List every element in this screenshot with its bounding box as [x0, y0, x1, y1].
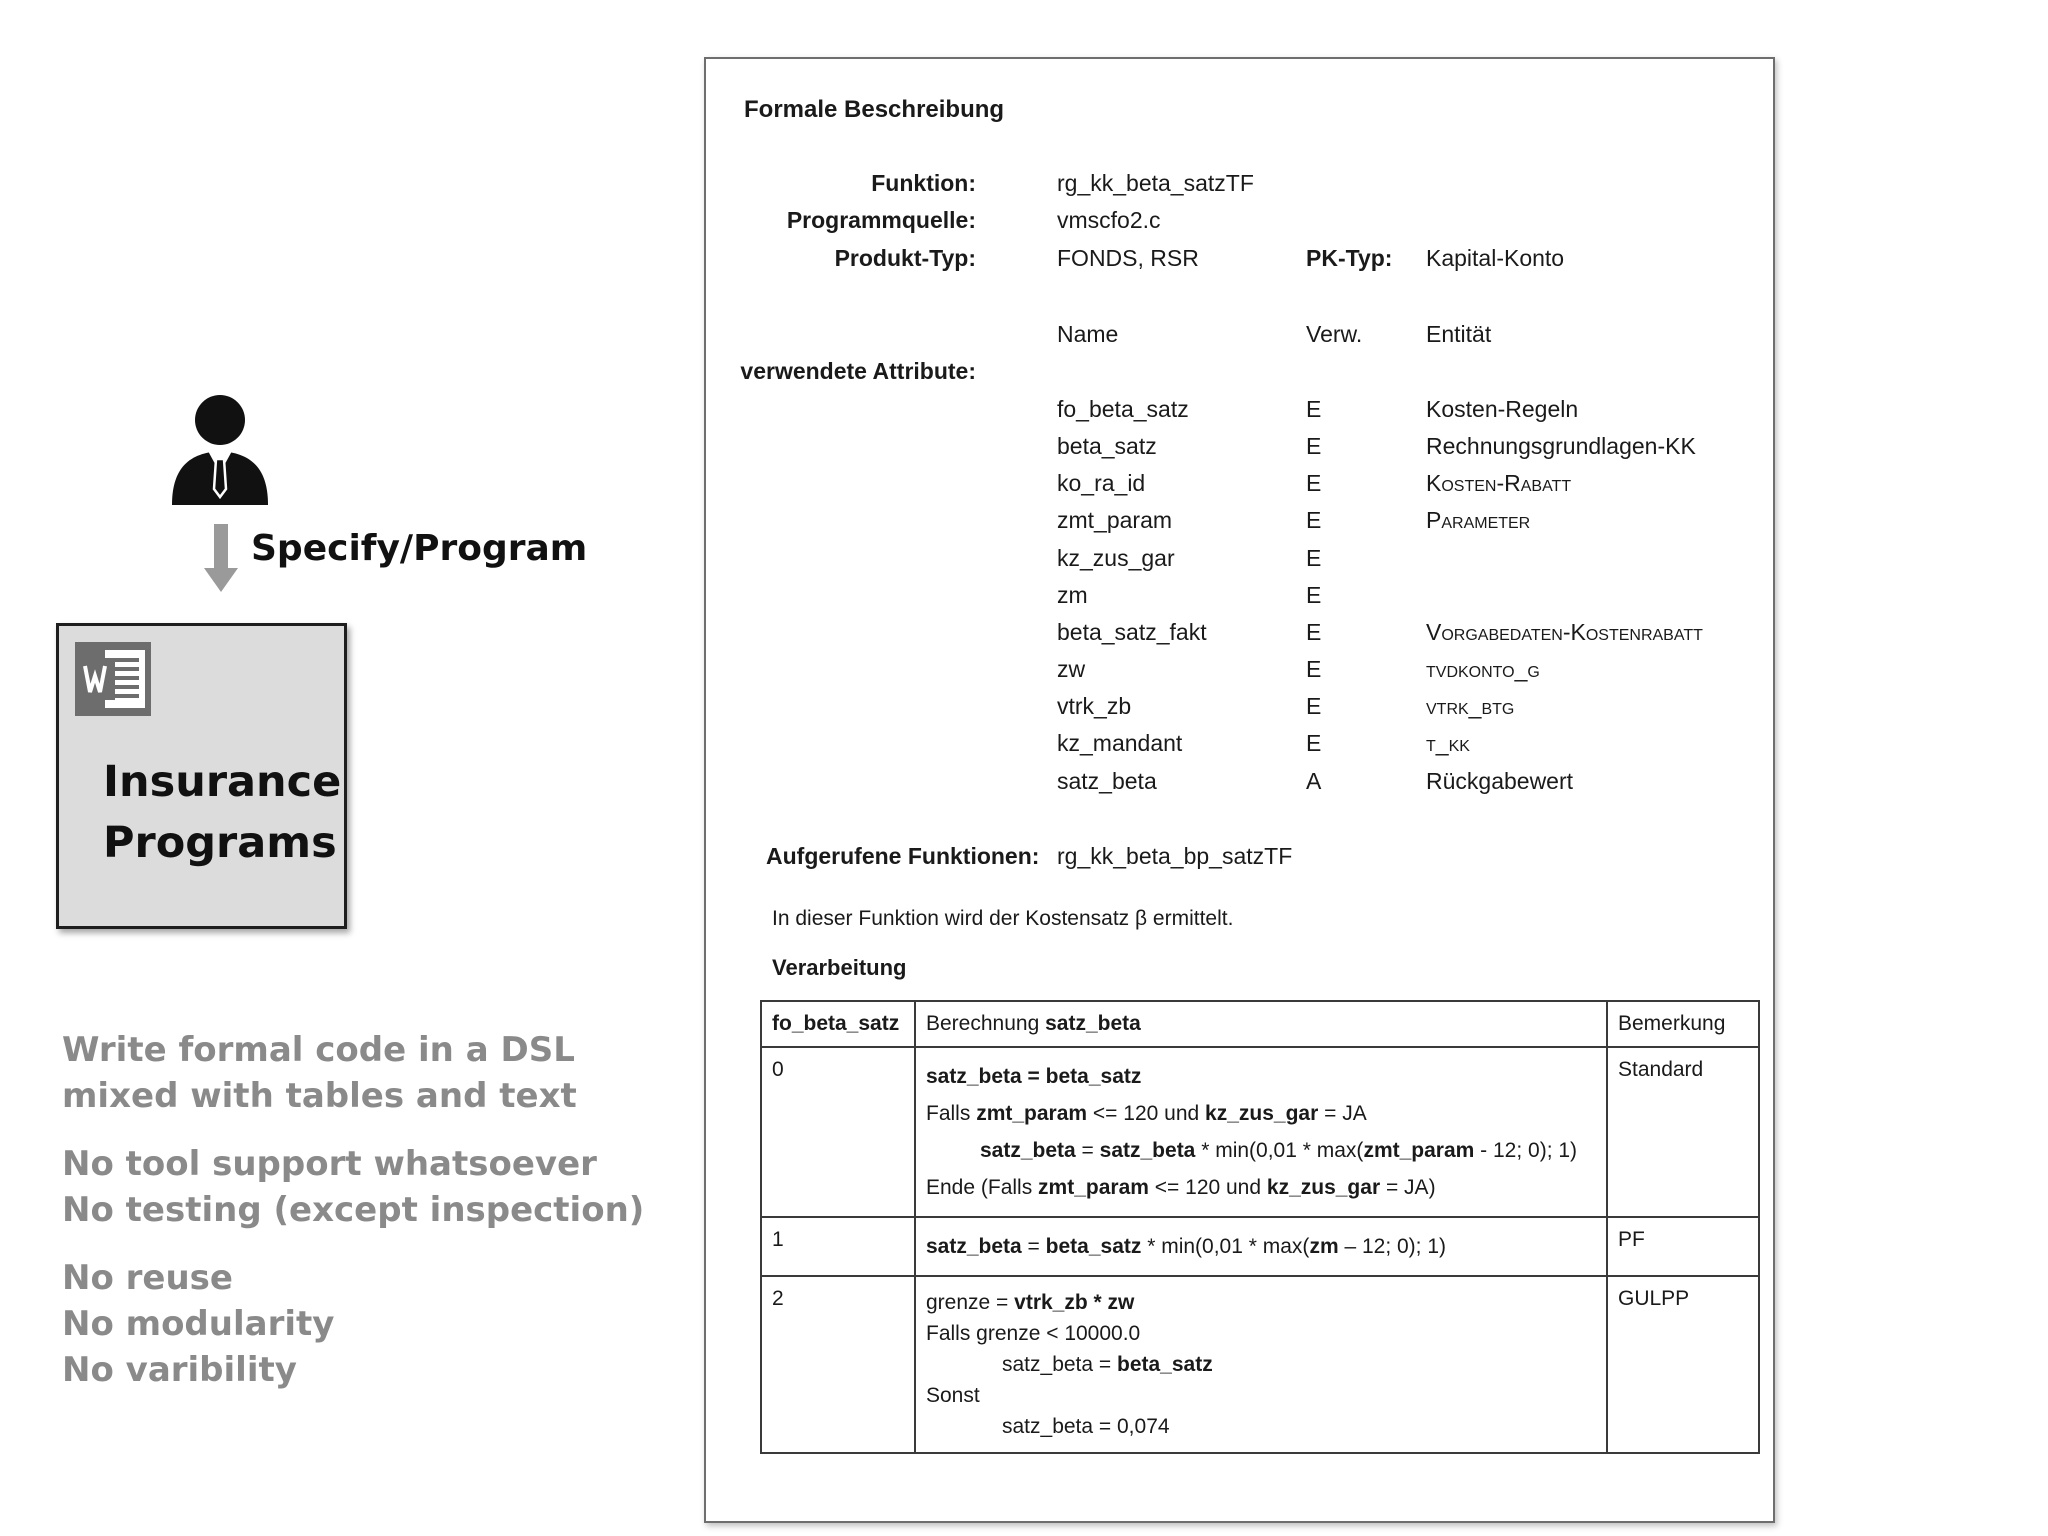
attr-verw: E — [1306, 730, 1322, 756]
pk-label: PK-Typ: — [1306, 245, 1393, 271]
attr-entity: Vorgabedaten-Kostenrabatt — [1426, 619, 1703, 645]
attr-verw: E — [1306, 656, 1322, 682]
attr-verw: E — [1306, 693, 1322, 719]
table-header-row — [761, 1001, 1759, 1047]
table-row — [761, 1217, 1759, 1276]
attr-name: kz_mandant — [1057, 730, 1183, 756]
attr-name: zm — [1057, 582, 1088, 608]
formula-line: Sonst — [926, 1384, 980, 1407]
note-group — [62, 1027, 622, 1119]
attr-name: beta_satz — [1057, 433, 1157, 459]
attr-entity: t_kk — [1426, 730, 1470, 756]
quelle-label: Programmquelle: — [786, 207, 976, 233]
formula-line: satz_beta = satz_beta * min(0,01 * max(zmt_param - 12; 0); 1) — [980, 1139, 1578, 1162]
header-satz-beta: satz_beta — [1045, 1012, 1141, 1035]
row-remark: Standard — [1607, 1047, 1759, 1217]
attr-verw: E — [1306, 507, 1322, 533]
header-bemerkung: Bemerkung — [1607, 1001, 1759, 1047]
attr-verw: A — [1306, 768, 1322, 794]
produkt-value: FONDS, RSR — [1057, 245, 1199, 271]
formula-line: satz_beta = beta_satz — [926, 1065, 1142, 1088]
note-group — [62, 1255, 622, 1393]
attr-name: ko_ra_id — [1057, 470, 1146, 496]
attr-name: satz_beta — [1057, 768, 1157, 794]
note-line: No testing (except inspection) — [62, 1190, 645, 1230]
attr-entity: Parameter — [1426, 507, 1531, 533]
formula-line: Ende (Falls zmt_param <= 120 und kz_zus_gar = JA) — [926, 1176, 1436, 1199]
document-page — [704, 57, 1775, 1523]
word-document-icon — [75, 642, 151, 716]
calculation-table — [760, 1000, 1760, 1454]
called-functions-value: rg_kk_beta_bp_satzTF — [1057, 843, 1293, 869]
attribute-row — [706, 396, 1777, 433]
attribute-row — [706, 582, 1777, 619]
row-remark: GULPP — [1607, 1276, 1759, 1453]
col-verw-header: Verw. — [1306, 321, 1363, 347]
attr-verw: E — [1306, 396, 1322, 422]
row-formula — [915, 1047, 1607, 1217]
row-formula — [915, 1276, 1607, 1453]
attributes-label: verwendete Attribute: — [740, 358, 976, 384]
doc-heading: Formale Beschreibung — [744, 96, 1005, 123]
attr-entity: Kosten-Rabatt — [1426, 470, 1572, 496]
row-remark: PF — [1607, 1217, 1759, 1276]
header-fo-beta-satz: fo_beta_satz — [761, 1001, 915, 1047]
note-group — [62, 1141, 645, 1233]
person-icon — [170, 393, 270, 505]
table-row — [761, 1047, 1759, 1217]
formula-line: Falls grenze < 10000.0 — [926, 1322, 1141, 1345]
formula-line: Falls zmt_param <= 120 und kz_zus_gar = JA — [926, 1102, 1367, 1125]
attribute-row — [706, 433, 1777, 470]
row-key: 1 — [761, 1217, 915, 1276]
intro-text: In dieser Funktion wird der Kostensatz β ermittelt. — [772, 907, 1234, 930]
formula-line: satz_beta = 0,074 — [1002, 1415, 1170, 1438]
attr-verw: E — [1306, 433, 1322, 459]
attribute-row — [706, 545, 1777, 582]
formula-line: satz_beta = beta_satz — [1002, 1353, 1213, 1376]
called-functions-label: Aufgerufene Funktionen: — [766, 843, 1040, 869]
attr-entity: vtrk_btg — [1426, 693, 1515, 719]
attr-entity: Rechnungsgrundlagen-KK — [1426, 433, 1696, 459]
note-line: No varibility — [62, 1350, 297, 1390]
notes-list — [62, 1027, 645, 1415]
attr-verw: E — [1306, 582, 1322, 608]
table-row — [761, 1276, 1759, 1453]
attr-entity: Rückgabewert — [1426, 768, 1574, 794]
row-key: 0 — [761, 1047, 915, 1217]
note-line: No reuse — [62, 1258, 233, 1298]
attribute-row — [706, 656, 1777, 693]
note-line: No tool support whatsoever — [62, 1144, 597, 1184]
col-entitaet-header: Entität — [1426, 321, 1492, 347]
note-line: Write formal code in a DSL — [62, 1030, 575, 1070]
pk-value: Kapital-Konto — [1426, 245, 1565, 271]
attribute-row — [706, 768, 1777, 805]
row-formula — [915, 1217, 1607, 1276]
attr-name: zw — [1057, 656, 1086, 682]
attribute-row — [706, 619, 1777, 656]
attr-name: fo_beta_satz — [1057, 396, 1189, 422]
attribute-row — [706, 470, 1777, 507]
attr-name: vtrk_zb — [1057, 693, 1132, 719]
formula-line: satz_beta = beta_satz * min(0,01 * max(zm – 12; 0); 1) — [926, 1235, 1447, 1258]
produkt-label: Produkt-Typ: — [834, 245, 976, 271]
formula-line: grenze = vtrk_zb * zw — [926, 1291, 1135, 1314]
attribute-row — [706, 693, 1777, 730]
attr-entity: tvdkonto_g — [1426, 656, 1540, 682]
note-line: No modularity — [62, 1304, 335, 1344]
header-berechnung — [915, 1001, 1607, 1047]
funktion-value: rg_kk_beta_satzTF — [1057, 170, 1254, 196]
attr-name: kz_zus_gar — [1057, 545, 1175, 571]
attr-verw: E — [1306, 619, 1322, 645]
note-line: mixed with tables and text — [62, 1076, 577, 1116]
attribute-row — [706, 730, 1777, 767]
attr-name: zmt_param — [1057, 507, 1173, 533]
attribute-row — [706, 507, 1777, 544]
specify-program-label: Specify/Program — [251, 528, 588, 569]
row-key: 2 — [761, 1276, 915, 1453]
insurance-programs-document — [56, 623, 347, 929]
col-name-header: Name — [1057, 321, 1119, 347]
attr-verw: E — [1306, 545, 1322, 571]
attr-name: beta_satz_fakt — [1057, 619, 1207, 645]
attr-entity: Kosten-Regeln — [1426, 396, 1579, 422]
document-title: Insurance Programs — [103, 757, 342, 868]
verarbeitung-heading: Verarbeitung — [772, 955, 907, 980]
funktion-label: Funktion: — [871, 170, 976, 196]
quelle-value: vmscfo2.c — [1057, 207, 1161, 233]
header-berechnung-text: Berechnung — [926, 1012, 1046, 1035]
down-arrow-icon — [204, 524, 238, 592]
attr-verw: E — [1306, 470, 1322, 496]
